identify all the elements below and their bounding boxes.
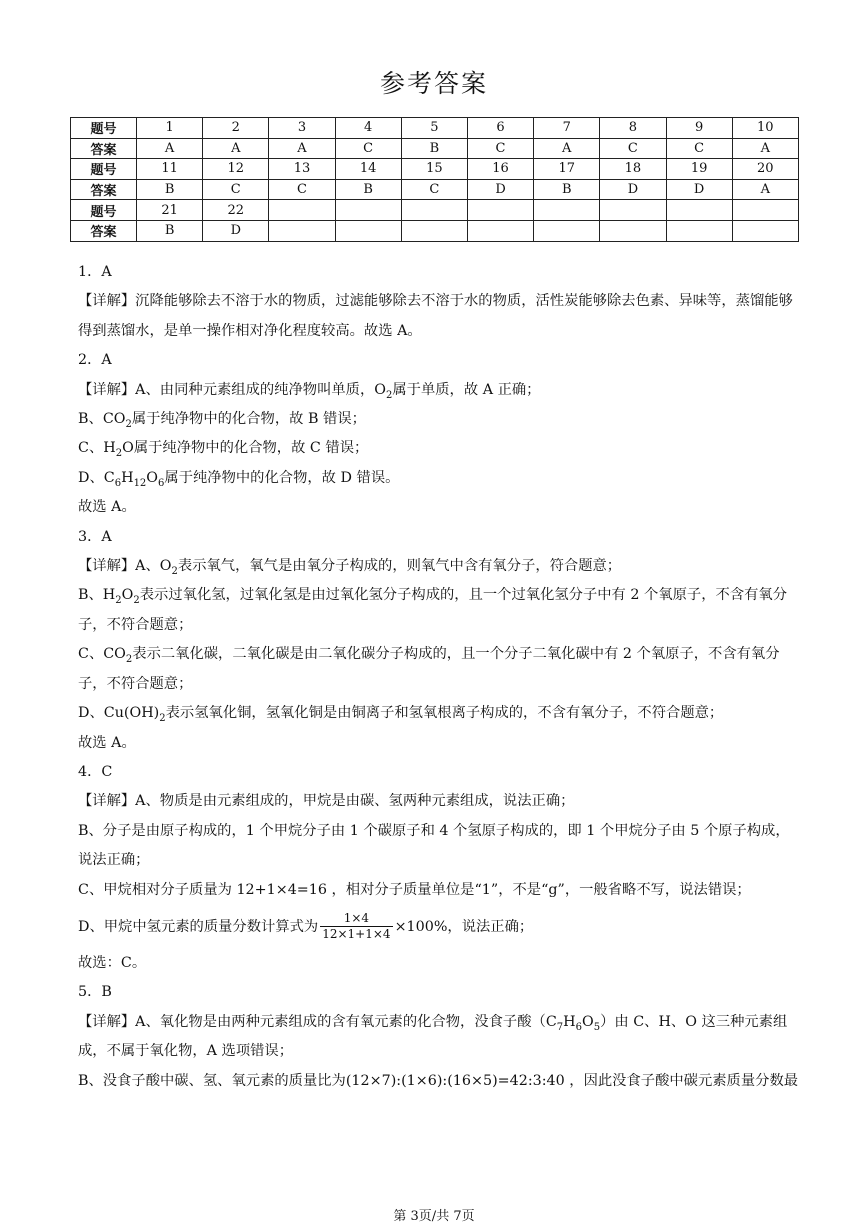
answer-cell: B: [401, 138, 467, 159]
question-2-conclusion: 故选 A。: [78, 499, 136, 516]
answer-cell: 14: [335, 159, 401, 180]
answer-cell: [269, 200, 335, 221]
answer-cell: [401, 200, 467, 221]
question-3-conclusion: 故选 A。: [78, 734, 136, 751]
answer-cell: D: [666, 179, 732, 200]
question-4-answer: 4．C: [78, 763, 113, 780]
question-4-option-b: B、分子是由原子构成的，1 个甲烷分子由 1 个碳原子和 4 个氢原子构成的，即 1 个甲烷分子由 5 个原子构成，说法正确；: [78, 822, 790, 869]
answer-cell: C: [600, 138, 666, 159]
answer-cell: 15: [401, 159, 467, 180]
answer-cell: [467, 220, 533, 241]
row-label: 答案: [71, 138, 137, 159]
answer-cell: A: [732, 179, 798, 200]
question-3-option-a: 【详解】A、$O_2$表示氧气，氧气是由氧分子构成的，则氧气中含有氧分子，符合题意；: [78, 558, 622, 577]
row-label: 答案: [71, 220, 137, 241]
answer-cell: 13: [269, 159, 335, 180]
answer-cell: [600, 220, 666, 241]
answer-cell: B: [137, 220, 203, 241]
answer-cell: [269, 220, 335, 241]
formula-c7h6o5: $_7H_6O_5$: [556, 1013, 601, 1033]
row-label: 题号: [71, 200, 137, 221]
answer-cell: [732, 200, 798, 221]
question-4-conclusion: 故选：C。: [78, 954, 147, 971]
answer-cell: A: [269, 138, 335, 159]
answer-cell: C: [269, 179, 335, 200]
formula-o2: $O_2$: [374, 381, 393, 401]
answer-cell: 6: [467, 118, 533, 139]
page-title: 参考答案: [379, 69, 488, 98]
answer-cell: [666, 200, 732, 221]
answer-cell: B: [335, 179, 401, 200]
answer-cell: A: [137, 138, 203, 159]
question-4-option-d: D、甲烷中氢元素的质量分数计算式为 $\frac{1\times 4}{12\times 1+1\times 4}$ ×100%，说法正确；: [78, 911, 534, 942]
question-3-option-b: B、$H_2O_2$表示过氧化氢，过氧化氢是由过氧化氢分子构成的，且一个过氧化氢分子中有 2 个氧原子，不含有氧分子，不符合题意；: [78, 587, 788, 633]
answer-cell: 20: [732, 159, 798, 180]
question-2-option-b: B、$CO_2$属于纯净物中的化合物，故 B 错误；: [78, 411, 366, 430]
question-3-option-d: D、$Cu(OH)_2$表示氢氧化铜，氢氧化铜是由铜离子和氢氧根离子构成的，不含有氧分子，不符合题意；: [78, 705, 724, 724]
answer-cell: A: [534, 138, 600, 159]
question-2-option-a: 【详解】A、由同种元素组成的纯净物叫单质，$O_2$属于单质，故 A 正确；: [78, 381, 541, 401]
answer-table: [70, 117, 799, 242]
answer-cell: 18: [600, 159, 666, 180]
answer-table-row: [71, 138, 799, 159]
row-label: 题号: [71, 159, 137, 180]
question-4-option-a: 【详解】A、物质是由元素组成的，甲烷是由碳、氢两种元素组成，说法正确；: [78, 793, 575, 810]
answer-cell: D: [600, 179, 666, 200]
question-2-option-d: D、$C_6H_{12}O_6$属于纯净物中的化合物，故 D 错误。: [78, 469, 400, 489]
answer-table-row: [71, 159, 799, 180]
answer-cell: [467, 200, 533, 221]
answer-table-row: [71, 179, 799, 200]
answer-cell: C: [203, 179, 269, 200]
answer-cell: C: [335, 138, 401, 159]
question-1-detail: 【详解】沉降能够除去不溶于水的物质，过滤能够除去不溶于水的物质，活性炭能够除去色素、异味等，蒸馏能够得到蒸馏水，是单一操作相对净化程度较高。故选 A。: [78, 293, 793, 339]
answer-cell: C: [401, 179, 467, 200]
answer-cell: 10: [732, 118, 798, 139]
answer-cell: [534, 220, 600, 241]
answer-cell: D: [203, 220, 269, 241]
answer-table-row: [71, 220, 799, 241]
answer-cell: A: [203, 138, 269, 159]
question-4-option-c: C、甲烷相对分子质量为 12+1×4=16 ，相对分子质量单位是“1”，不是“g”，一般省略不写，说法错误；: [78, 881, 751, 898]
fraction-formula: $\frac{1\times 4}{12\times 1+1\times 4}$: [322, 911, 391, 942]
answer-cell: A: [732, 138, 798, 159]
answer-cell: C: [666, 138, 732, 159]
answer-table-row: [71, 200, 799, 221]
answer-cell: 12: [203, 159, 269, 180]
question-3-answer: 3．A: [78, 528, 112, 545]
answer-cell: 22: [203, 200, 269, 221]
answer-cell: B: [534, 179, 600, 200]
question-5-option-b: B、没食子酸中碳、氢、氧元素的质量比为(12×7):(1×6):(16×5)=42:3:40 ，因此没食子酸中碳元素质量分数最: [78, 1072, 799, 1089]
page-footer: 第 3页/共 7页: [393, 1209, 475, 1224]
answer-cell: 5: [401, 118, 467, 139]
question-2-option-c: C、$H_2O$属于纯净物中的化合物，故 C 错误；: [78, 440, 369, 460]
formula-h2o: $H_2O$: [103, 440, 134, 460]
answer-cell: [401, 220, 467, 241]
answer-cell: D: [467, 179, 533, 200]
row-label: 题号: [71, 118, 137, 139]
answer-cell: 19: [666, 159, 732, 180]
answer-cell: 11: [137, 159, 203, 180]
answer-cell: 17: [534, 159, 600, 180]
answer-cell: 7: [534, 118, 600, 139]
answer-cell: [732, 220, 798, 241]
question-3-option-c: C、$CO_2$表示二氧化碳，二氧化碳是由二氧化碳分子构成的，且一个分子二氧化碳中有 2 个氧原子，不含有氧分子，不符合题意；: [78, 646, 780, 692]
answer-cell: [335, 220, 401, 241]
answer-cell: 4: [335, 118, 401, 139]
answer-cell: 9: [666, 118, 732, 139]
formula-c6h12o6: $C_6H_{12}O_6$: [103, 469, 165, 489]
question-2-answer: 2．A: [78, 352, 112, 369]
answer-cell: 21: [137, 200, 203, 221]
answer-cell: B: [137, 179, 203, 200]
answer-cell: 16: [467, 159, 533, 180]
answer-cell: 3: [269, 118, 335, 139]
answer-cell: [666, 220, 732, 241]
answer-cell: 1: [137, 118, 203, 139]
question-5-answer: 5．B: [78, 984, 112, 1001]
question-1-answer: 1．A: [78, 264, 112, 280]
answer-cell: [600, 200, 666, 221]
answer-cell: 8: [600, 118, 666, 139]
formula-co2: $CO_2$: [102, 411, 132, 430]
answer-cell: [335, 200, 401, 221]
answer-explanations: [78, 258, 799, 1096]
question-5-option-a: 【详解】A、氧化物是由两种元素组成的含有氧元素的化合物，没食子酸$(C_7H_6O_5)$由 C、H、O 这三种元素组成，不属于氧化物，A 选项错误；: [78, 1013, 788, 1060]
answer-cell: C: [467, 138, 533, 159]
answer-table-row: [71, 118, 799, 139]
answer-cell: 2: [203, 118, 269, 139]
row-label: 答案: [71, 179, 137, 200]
answer-cell: [534, 200, 600, 221]
